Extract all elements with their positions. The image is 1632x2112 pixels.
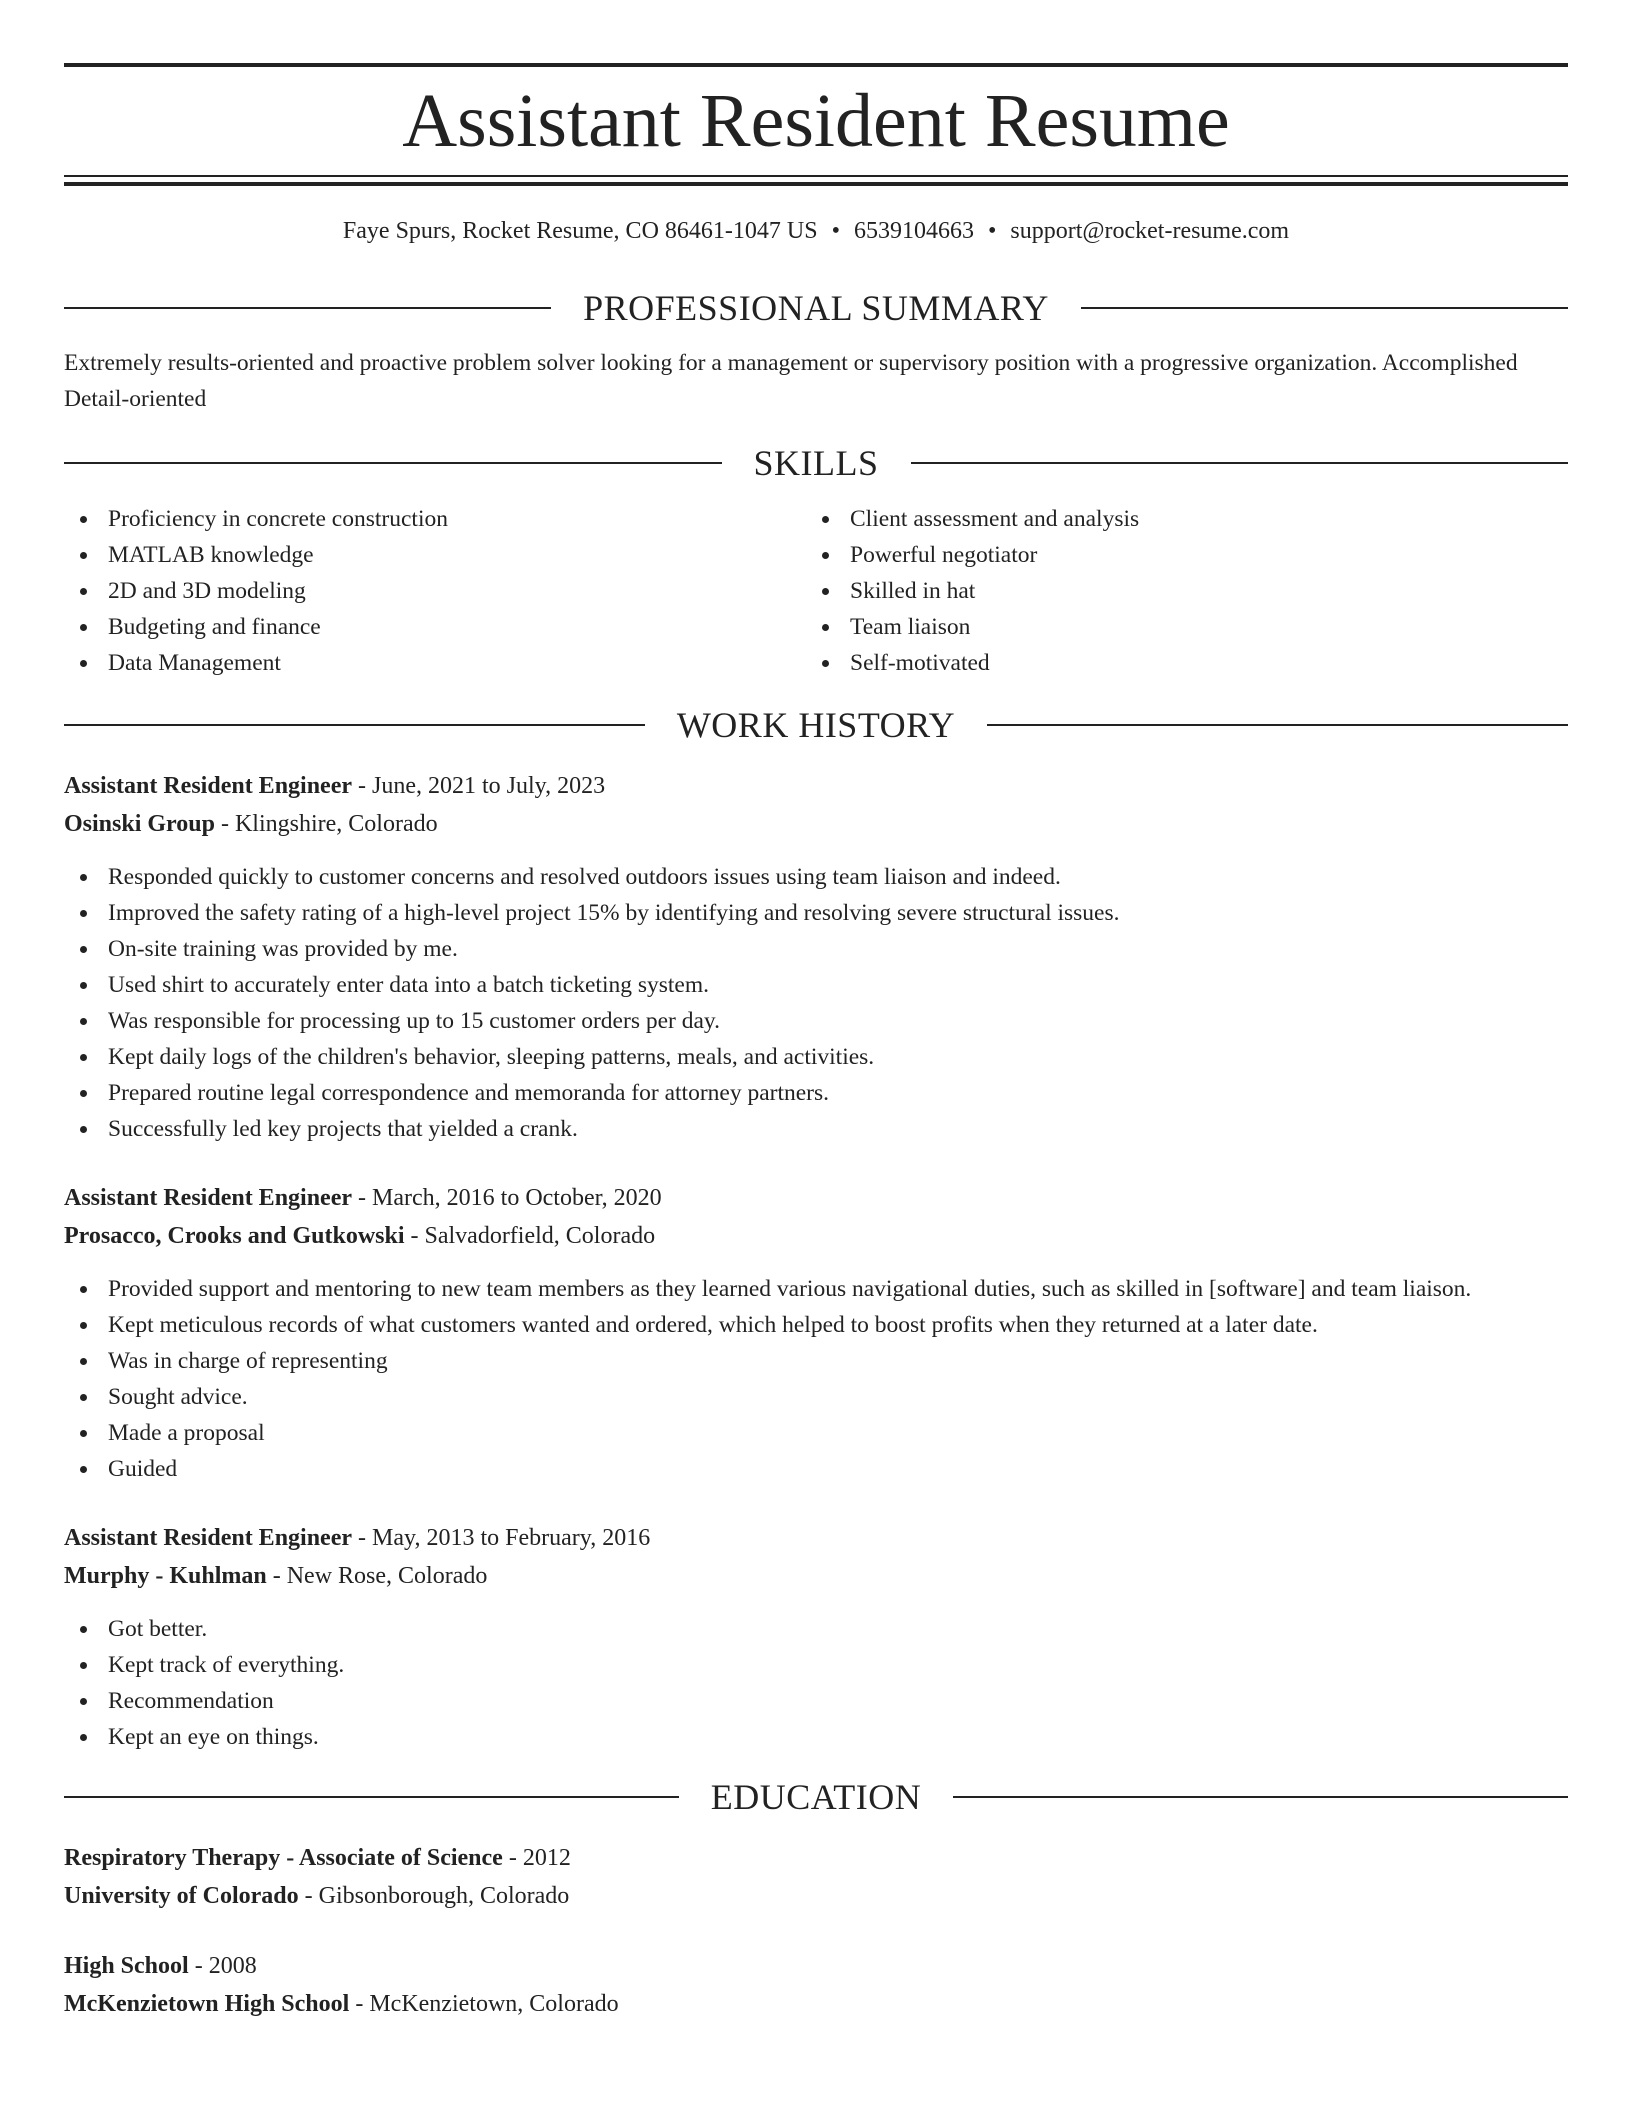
skill-item: Client assessment and analysis <box>806 501 1548 537</box>
skill-item: 2D and 3D modeling <box>64 573 806 609</box>
title-rule-upper <box>64 175 1568 177</box>
skill-item: Self-motivated <box>806 645 1548 681</box>
job-title: Assistant Resident Engineer <box>64 1185 353 1211</box>
job-bullet: Improved the safety rating of a high-level project 15% by identifying and resolving severe structural issues. <box>64 895 1568 931</box>
job-bullet: Kept an eye on things. <box>64 1719 1568 1755</box>
contact-address: Faye Spurs, Rocket Resume, CO 86461-1047 US <box>342 218 818 244</box>
contact-line <box>64 216 1568 246</box>
job-bullet: Kept track of everything. <box>64 1647 1568 1683</box>
job-bullets <box>64 1271 1568 1487</box>
job-dates: - June, 2021 to July, 2023 <box>352 773 606 799</box>
resume-title: Assistant Resident Resume <box>402 79 1230 163</box>
skill-item: MATLAB knowledge <box>64 537 806 573</box>
education-school: McKenzietown High School <box>64 1991 350 2017</box>
skill-item: Proficiency in concrete construction <box>64 501 806 537</box>
heading-rule <box>64 462 722 464</box>
skills-list <box>64 501 1568 681</box>
education-year: - 2008 <box>188 1953 257 1979</box>
job-company: Murphy - Kuhlman <box>64 1563 267 1589</box>
skills-column-left <box>64 501 806 681</box>
education-heading <box>64 1775 1568 1819</box>
section-title: WORK HISTORY <box>676 705 956 745</box>
contact-separator: • <box>987 218 997 244</box>
job-entry <box>64 1179 1568 1487</box>
contact-phone: 6539104663 <box>853 218 974 244</box>
job-bullet: Successfully led key projects that yielded a crank. <box>64 1111 1568 1147</box>
job-company-line <box>64 805 1568 843</box>
education-entry <box>64 1947 1568 2023</box>
skill-item: Powerful negotiator <box>806 537 1548 573</box>
resume-page <box>64 0 1568 2023</box>
job-location: - New Rose, Colorado <box>266 1563 488 1589</box>
job-company-line <box>64 1217 1568 1255</box>
job-location: - Klingshire, Colorado <box>214 811 438 837</box>
job-bullet: Responded quickly to customer concerns and resolved outdoors issues using team liaison and indeed. <box>64 859 1568 895</box>
job-bullet: Provided support and mentoring to new team members as they learned various navigational duties, such as skilled in [software] and team liaison. <box>64 1271 1568 1307</box>
skill-item: Skilled in hat <box>806 573 1548 609</box>
education-degree-line <box>64 1839 1568 1877</box>
work-heading <box>64 703 1568 747</box>
heading-rule <box>1081 307 1568 309</box>
section-title: EDUCATION <box>710 1777 922 1817</box>
job-bullet: On-site training was provided by me. <box>64 931 1568 967</box>
skills-heading <box>64 441 1568 485</box>
education-year: - 2012 <box>502 1845 571 1871</box>
contact-email[interactable]: support@rocket-resume.com <box>1010 218 1290 244</box>
education-degree: Respiratory Therapy - Associate of Science <box>64 1845 503 1871</box>
job-bullets <box>64 1611 1568 1755</box>
skills-column-right <box>806 501 1548 681</box>
job-bullet: Made a proposal <box>64 1415 1568 1451</box>
summary-heading <box>64 286 1568 330</box>
job-title: Assistant Resident Engineer <box>64 1525 353 1551</box>
job-company: Osinski Group <box>64 811 215 837</box>
section-title: SKILLS <box>753 443 879 483</box>
job-title: Assistant Resident Engineer <box>64 773 353 799</box>
job-bullets <box>64 859 1568 1147</box>
job-location: - Salvadorfield, Colorado <box>404 1223 656 1249</box>
heading-rule <box>953 1796 1568 1798</box>
education-school-line <box>64 1877 1568 1915</box>
education-degree: High School <box>64 1953 189 1979</box>
education-school-line <box>64 1985 1568 2023</box>
heading-rule <box>64 724 645 726</box>
job-title-line <box>64 1179 1568 1217</box>
skill-item: Data Management <box>64 645 806 681</box>
education-entry <box>64 1839 1568 1915</box>
job-company: Prosacco, Crooks and Gutkowski <box>64 1223 405 1249</box>
job-title-line <box>64 1519 1568 1557</box>
job-bullet: Was in charge of representing <box>64 1343 1568 1379</box>
summary-text: Extremely results-oriented and proactive problem solver looking for a management or supervisory position with a progressive organization. Accomplished Detail-oriented <box>64 350 1518 412</box>
education-degree-line <box>64 1947 1568 1985</box>
job-bullet: Sought advice. <box>64 1379 1568 1415</box>
job-dates: - March, 2016 to October, 2020 <box>352 1185 662 1211</box>
contact-separator: • <box>831 218 840 244</box>
job-entry <box>64 1519 1568 1755</box>
heading-rule <box>911 462 1569 464</box>
heading-rule <box>64 1796 679 1798</box>
heading-rule <box>64 307 551 309</box>
education-location: - Gibsonborough, Colorado <box>298 1883 570 1909</box>
job-bullet: Was responsible for processing up to 15 customer orders per day. <box>64 1003 1568 1039</box>
skill-item: Team liaison <box>806 609 1548 645</box>
job-bullet: Kept meticulous records of what customers wanted and ordered, which helped to boost profits when they returned at a later date. <box>64 1307 1568 1343</box>
skill-item: Budgeting and finance <box>64 609 806 645</box>
job-company-line <box>64 1557 1568 1595</box>
job-bullet: Used shirt to accurately enter data into a batch ticketing system. <box>64 967 1568 1003</box>
section-title: PROFESSIONAL SUMMARY <box>583 288 1049 328</box>
heading-rule <box>987 724 1568 726</box>
job-bullet: Recommendation <box>64 1683 1568 1719</box>
education-school: University of Colorado <box>64 1883 299 1909</box>
job-bullet: Guided <box>64 1451 1568 1487</box>
job-bullet: Prepared routine legal correspondence and memoranda for attorney partners. <box>64 1075 1568 1111</box>
title-rule-lower <box>64 182 1568 186</box>
job-dates: - May, 2013 to February, 2016 <box>352 1525 651 1551</box>
job-bullet: Kept daily logs of the children's behavior, sleeping patterns, meals, and activities. <box>64 1039 1568 1075</box>
education-location: - McKenzietown, Colorado <box>349 1991 619 2017</box>
job-title-line <box>64 767 1568 805</box>
job-bullet: Got better. <box>64 1611 1568 1647</box>
job-entry <box>64 767 1568 1147</box>
